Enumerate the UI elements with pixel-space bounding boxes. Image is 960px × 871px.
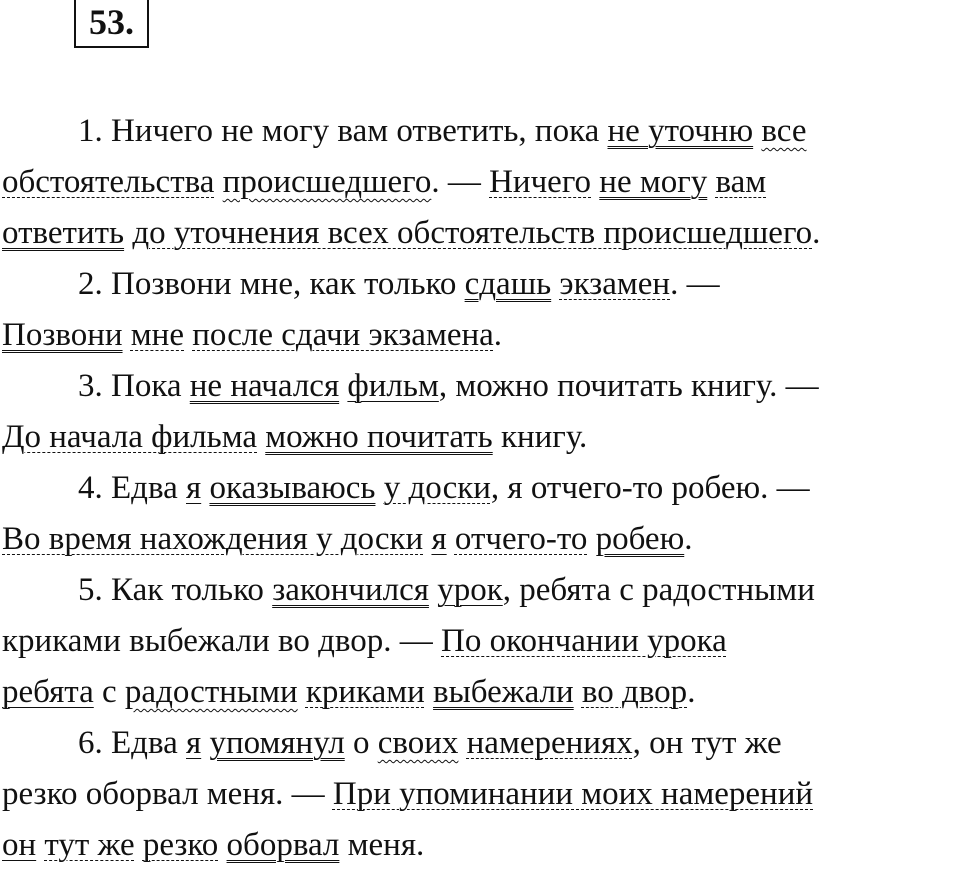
text-fragment: криками выбежали во двор. —	[2, 623, 442, 659]
text-fragment: .	[812, 215, 821, 251]
underlined-fragment: до уточнения всех обстоятельств происшедшего	[132, 215, 813, 251]
text-fragment: .	[493, 317, 503, 353]
underlined-fragment: обстоятельства	[2, 164, 215, 200]
text-fragment	[135, 827, 143, 863]
text-fragment: , я отчего-то робею. —	[490, 470, 810, 506]
text-fragment: книгу.	[492, 419, 588, 455]
text-fragment: . —	[670, 266, 720, 302]
underlined-fragment: мне	[130, 317, 184, 353]
underlined-fragment: я	[431, 521, 447, 557]
underlined-fragment: Позвони	[2, 317, 123, 353]
text-line	[2, 718, 960, 769]
text-fragment	[707, 164, 715, 200]
text-fragment: .	[684, 521, 693, 557]
underlined-fragment: урок	[437, 572, 503, 608]
text-line	[2, 106, 960, 157]
text-fragment: .	[687, 674, 696, 710]
underlined-fragment: резко	[142, 827, 219, 863]
text-fragment	[184, 317, 192, 353]
text-fragment: 5. Как только	[78, 572, 273, 608]
underlined-fragment: фильм	[347, 368, 439, 404]
text-fragment	[429, 572, 437, 608]
underlined-fragment: ответить	[2, 215, 125, 251]
text-line	[2, 565, 960, 616]
text-fragment: меня.	[339, 827, 425, 863]
text-fragment	[425, 674, 433, 710]
text-fragment: , можно почитать книгу. —	[438, 368, 819, 404]
underlined-fragment: я	[186, 725, 202, 761]
underlined-fragment: экзамен	[559, 266, 671, 302]
text-fragment: 3. Пока	[78, 368, 190, 404]
underlined-fragment: своих	[377, 725, 459, 761]
underlined-fragment: отчего-то	[454, 521, 588, 557]
underlined-fragment: намерениях	[466, 725, 633, 761]
underlined-fragment: выбежали	[433, 674, 574, 710]
text-fragment	[587, 521, 595, 557]
text-line	[2, 412, 960, 463]
underlined-fragment: оказываюсь	[209, 470, 376, 506]
text-line	[2, 259, 960, 310]
underlined-fragment: оборвал	[226, 827, 340, 863]
underlined-fragment: у доски	[383, 470, 491, 506]
underlined-fragment: не могу	[599, 164, 708, 200]
text-fragment: 4. Едва	[78, 470, 186, 506]
underlined-fragment: происшедшего	[222, 164, 432, 200]
underlined-fragment: До начала фильма	[2, 419, 258, 455]
underlined-fragment: Ничего	[489, 164, 592, 200]
text-fragment: . —	[431, 164, 490, 200]
underlined-fragment: после сдачи экзамена	[192, 317, 494, 353]
text-line	[2, 769, 960, 820]
underlined-fragment: я	[186, 470, 202, 506]
underlined-fragment: закончился	[272, 572, 429, 608]
text-fragment: 6. Едва	[78, 725, 186, 761]
underlined-fragment: Во время нахождения у доски	[2, 521, 424, 557]
text-fragment	[375, 470, 383, 506]
underlined-fragment: По окончании урока	[441, 623, 727, 659]
text-fragment: с	[93, 674, 125, 710]
underlined-fragment: радостными	[124, 674, 298, 710]
text-line	[2, 463, 960, 514]
underlined-fragment: робею	[595, 521, 685, 557]
text-fragment: 1. Ничего не могу вам ответить, пока	[78, 113, 608, 149]
underlined-fragment: ребята	[2, 674, 94, 710]
text-line	[2, 157, 960, 208]
underlined-fragment: криками	[305, 674, 425, 710]
underlined-fragment: сдашь	[464, 266, 552, 302]
underlined-fragment: во двор	[581, 674, 688, 710]
underlined-fragment: тут же	[44, 827, 135, 863]
text-line	[2, 616, 960, 667]
underlined-fragment: вам	[715, 164, 767, 200]
underlined-fragment: он	[2, 827, 37, 863]
text-line	[2, 361, 960, 412]
underlined-fragment: не уточню	[607, 113, 754, 149]
text-line	[2, 667, 960, 718]
underlined-fragment: все	[761, 113, 807, 149]
underlined-fragment: не начался	[189, 368, 340, 404]
text-line	[2, 514, 960, 565]
text-fragment	[458, 725, 466, 761]
text-fragment	[574, 674, 582, 710]
underlined-fragment: можно почитать	[265, 419, 493, 455]
text-fragment: 2. Позвони мне, как только	[78, 266, 465, 302]
text-fragment: резко оборвал меня. —	[2, 776, 333, 812]
exercise-number: 53.	[74, 0, 149, 48]
text-line	[2, 310, 960, 361]
text-fragment: , ребята с радостными	[502, 572, 815, 608]
text-line	[2, 820, 960, 871]
text-fragment	[218, 827, 226, 863]
text-fragment	[298, 674, 306, 710]
underlined-fragment: упомянул	[209, 725, 345, 761]
text-fragment	[214, 164, 222, 200]
underlined-fragment: При упоминании моих намерений	[332, 776, 814, 812]
text-fragment: о	[344, 725, 378, 761]
text-fragment: , он тут же	[632, 725, 782, 761]
text-fragment	[123, 317, 131, 353]
text-fragment	[447, 521, 455, 557]
exercise-text	[2, 106, 960, 871]
text-line	[2, 208, 960, 259]
